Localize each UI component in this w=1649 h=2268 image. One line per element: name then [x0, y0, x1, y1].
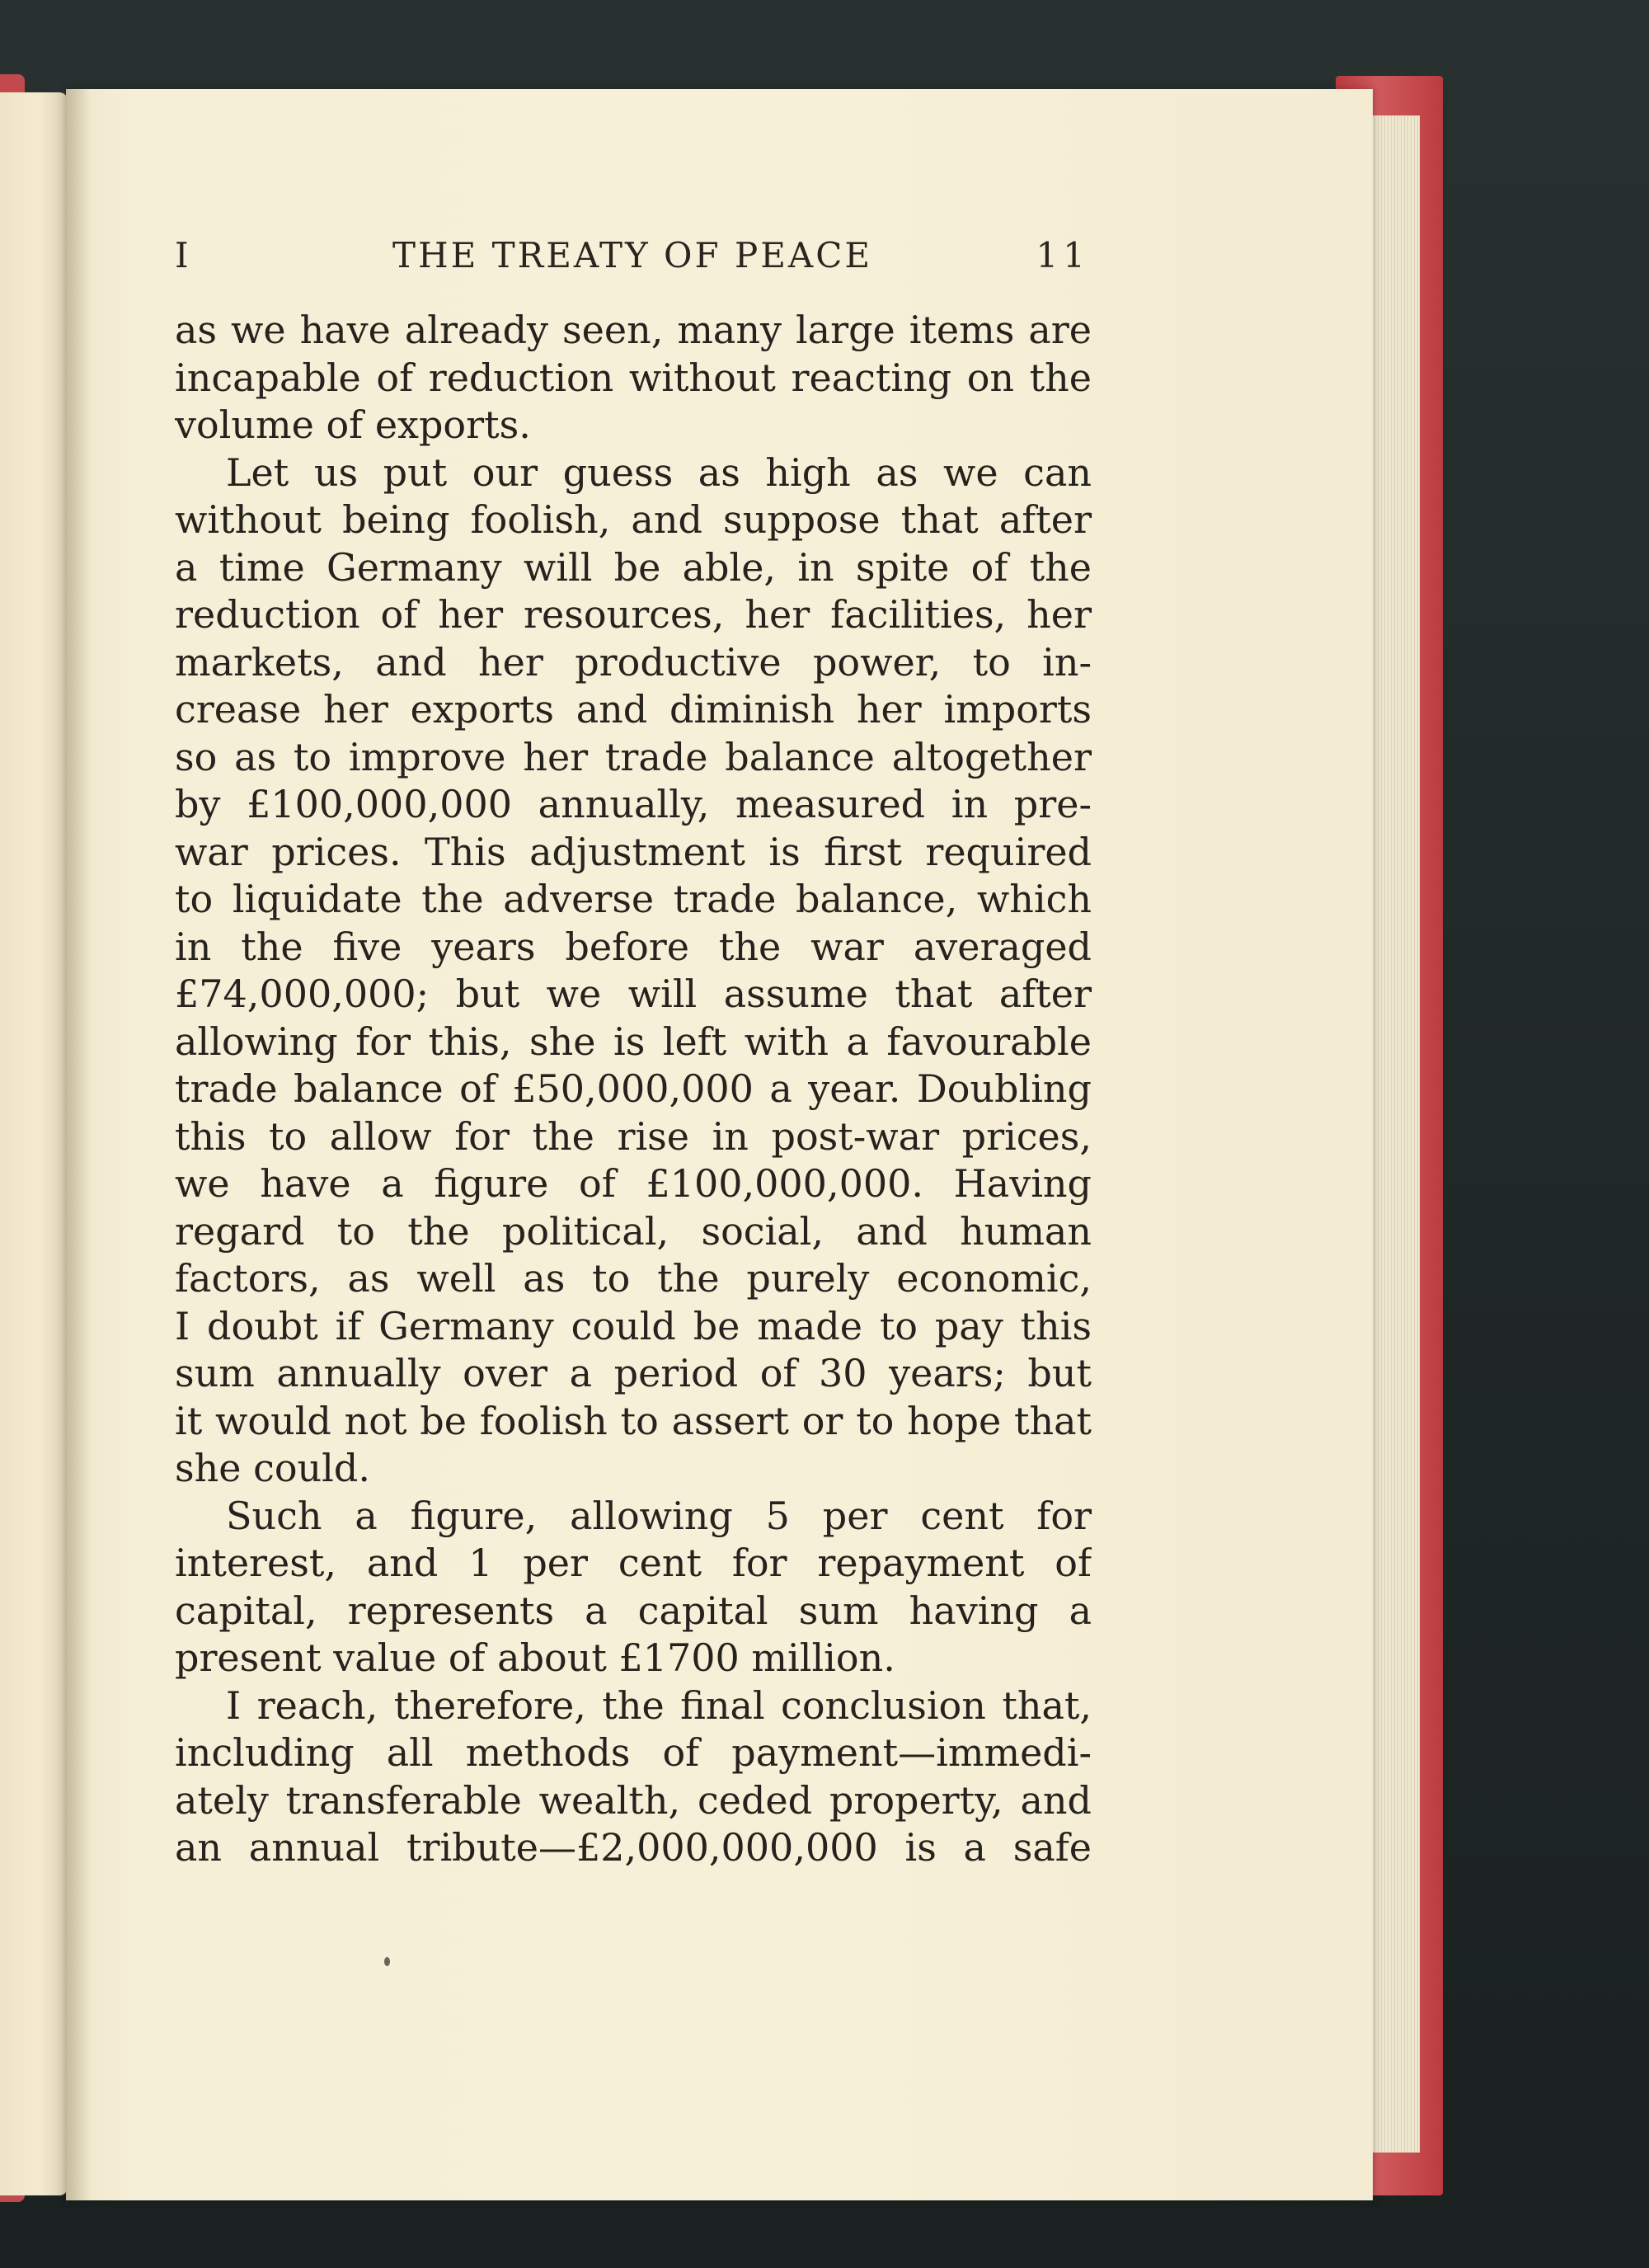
text-line: volume of exports.: [175, 402, 531, 447]
text-line: £74,000,000; but we will assume that after: [175, 972, 1092, 1016]
running-title: THE TREATY OF PEACE: [392, 235, 873, 275]
text-line: I reach, therefore, the final conclusion that,: [226, 1682, 1092, 1728]
text-line: trade balance of £50,000,000 a year. Doubling: [175, 1066, 1092, 1111]
text-line: a time Germany will be able, in spite of the: [175, 544, 1092, 590]
text-line: in the five years before the war averaged: [175, 924, 1092, 969]
ink-speck: [384, 1957, 390, 1966]
text-line: Let us put our guess as high as we can: [226, 449, 1092, 495]
text-line: war prices. This adjustment is first required: [175, 829, 1092, 874]
text-line: an annual tribute—£2,000,000,000 is a safe: [175, 1825, 1092, 1870]
text-line: as we have already seen, many large items are: [175, 308, 1092, 352]
gutter-shadow: [66, 89, 91, 2200]
text-line: reduction of her resources, her facilities, her: [175, 592, 1092, 637]
text-line: capital, represents a capital sum having a: [175, 1588, 1092, 1633]
text-line: this to allow for the rise in post-war prices,: [175, 1113, 1092, 1159]
text-line: regard to the political, social, and human: [175, 1208, 1092, 1254]
text-line: by £100,000,000 annually, measured in pre-: [175, 782, 1092, 826]
facing-page-edge: [0, 92, 68, 2195]
text-line: it would not be foolish to assert or to hope that: [175, 1398, 1092, 1443]
text-line: she could.: [175, 1446, 370, 1490]
text-line: sum annually over a period of 30 years; but: [175, 1351, 1092, 1395]
text-line: without being foolish, and suppose that after: [175, 497, 1092, 542]
text-line: including all methods of payment—immedi-: [175, 1730, 1092, 1775]
text-line: allowing for this, she is left with a favourable: [175, 1019, 1092, 1064]
text-line: so as to improve her trade balance altogether: [175, 734, 1092, 779]
chapter-number: I: [175, 235, 190, 275]
text-line: Such a figure, allowing 5 per cent for: [226, 1493, 1092, 1538]
text-line: markets, and her productive power, to in-: [175, 639, 1092, 685]
text-line: we have a figure of £100,000,000. Having: [175, 1161, 1092, 1206]
text-line: I doubt if Germany could be made to pay this: [175, 1303, 1092, 1348]
text-line: incapable of reduction without reacting on the: [175, 355, 1092, 400]
text-line: present value of about £1700 million.: [175, 1635, 895, 1680]
text-line: to liquidate the adverse trade balance, which: [175, 877, 1092, 921]
text-line: ately transferable wealth, ceded property, and: [175, 1777, 1092, 1823]
text-line: crease her exports and diminish her imports: [175, 687, 1092, 732]
text-line: interest, and 1 per cent for repayment of: [175, 1541, 1092, 1585]
running-header: [175, 235, 1090, 285]
page-number: 11: [1036, 235, 1090, 275]
body-text: [175, 307, 1092, 1872]
text-line: factors, as well as to the purely economic,: [175, 1256, 1092, 1301]
